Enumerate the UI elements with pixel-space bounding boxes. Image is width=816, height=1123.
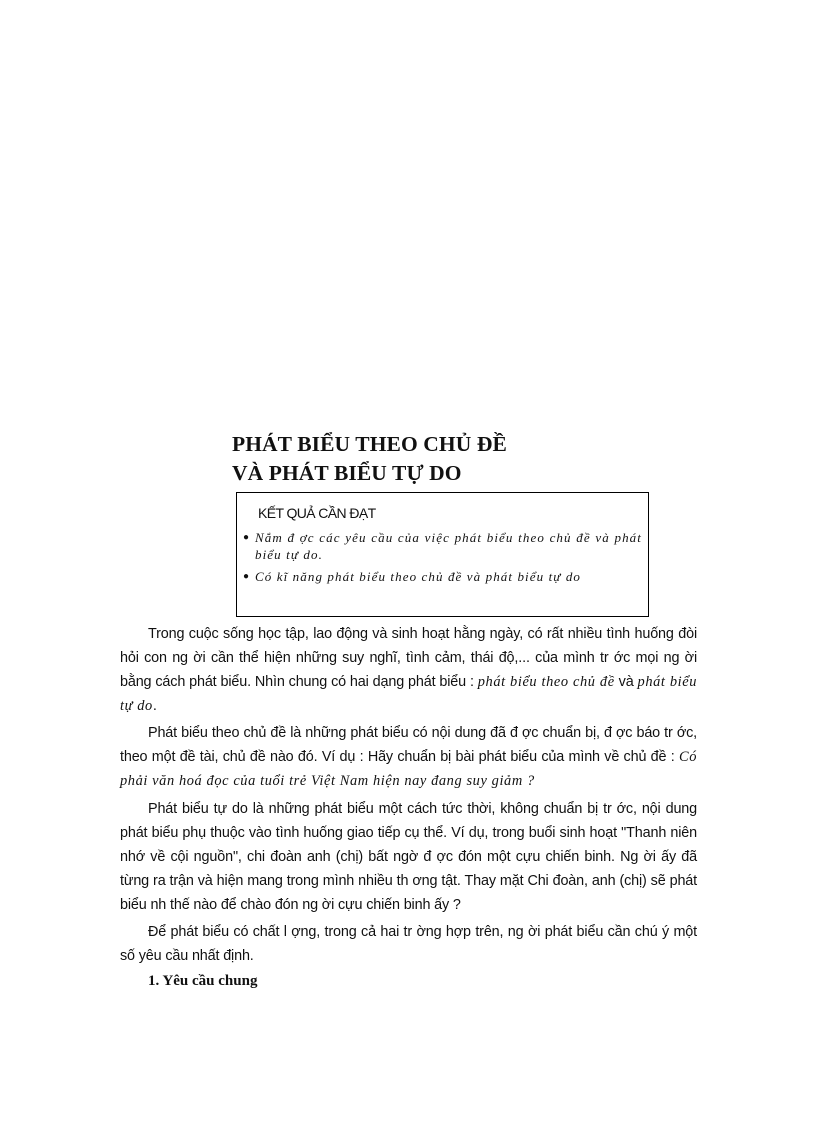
paragraph-text: Trong cuộc sống học tập, lao động và sinh hoạt hằng ngày, có rất nhiều tình huống đòi hỏi con ng ời cần thể hiện những suy nghĩ, tình cảm, thái độ,... của mình tr ớc mọi ng ời bằng cách phát biểu. Nhìn chung có hai dạng phát biểu : <box>120 626 697 690</box>
body-paragraph-4 <box>120 920 697 968</box>
bullet-icon: ● <box>243 571 250 582</box>
lesson-title <box>232 430 507 488</box>
learning-outcome-item: Có kĩ năng phát biểu theo chủ đề và phát biểu tự do <box>255 569 582 584</box>
body-paragraph-3 <box>120 797 697 917</box>
paragraph-text: và <box>614 674 638 690</box>
paragraph-text: Phát biểu theo chủ đề là những phát biểu có nội dung đã đ ợc chuẩn bị, đ ợc báo tr ớc, theo một đề tài, chủ đề nào đó. Ví dụ : Hãy chuẩn bị bài phát biểu của mình về chủ đề : <box>120 725 697 765</box>
example-topic: Có phải văn hoá đọc của tuổi trẻ Việt Nam hiện nay đang suy giảm ? <box>120 749 697 789</box>
learning-outcomes-box <box>236 492 649 617</box>
paragraph-text: Phát biểu tự do là những phát biểu một cách tức thời, không chuẩn bị tr ớc, nội dung phát biểu phụ thuộc vào tình huống giao tiếp cụ thể. Ví dụ, trong buổi sinh hoạt "Thanh niên nhớ về cội nguồn", chi đoàn anh (chị) bất ngờ đ ợc đón một cựu chiến binh. Ng ời ấy đã từng ra trận và hiện mang trong mình nhiều th ơng tật. Thay mặt Chi đoàn, anh (chị) sẽ phát biểu nh thế nào để chào đón ng ời cựu chiến binh ấy ? <box>120 801 697 913</box>
section-heading: 1. Yêu cầu chung <box>148 973 258 989</box>
paragraph-text: . <box>152 698 157 714</box>
emphasis-term: phát biểu tự do <box>120 674 697 714</box>
paragraph-text: Để phát biểu có chất l ợng, trong cả hai tr ờng hợp trên, ng ời phát biểu cần chú ý một số yêu cầu nhất định. <box>120 924 697 964</box>
learning-outcome-item: Nắm đ ợc các yêu cầu của việc phát biểu theo chủ đề và phát biểu tự do. <box>255 530 642 562</box>
learning-outcomes-heading: KẾT QUẢ CẦN ĐẠT <box>258 505 376 521</box>
body-paragraph-1 <box>120 622 697 718</box>
bullet-icon: ● <box>243 532 250 543</box>
lesson-title-line-1: PHÁT BIỂU THEO CHỦ ĐỀ <box>232 432 507 456</box>
emphasis-term: phát biểu theo chủ đề <box>477 674 615 690</box>
lesson-title-line-2: VÀ PHÁT BIỂU TỰ DO <box>232 461 462 485</box>
body-paragraph-2 <box>120 721 697 793</box>
